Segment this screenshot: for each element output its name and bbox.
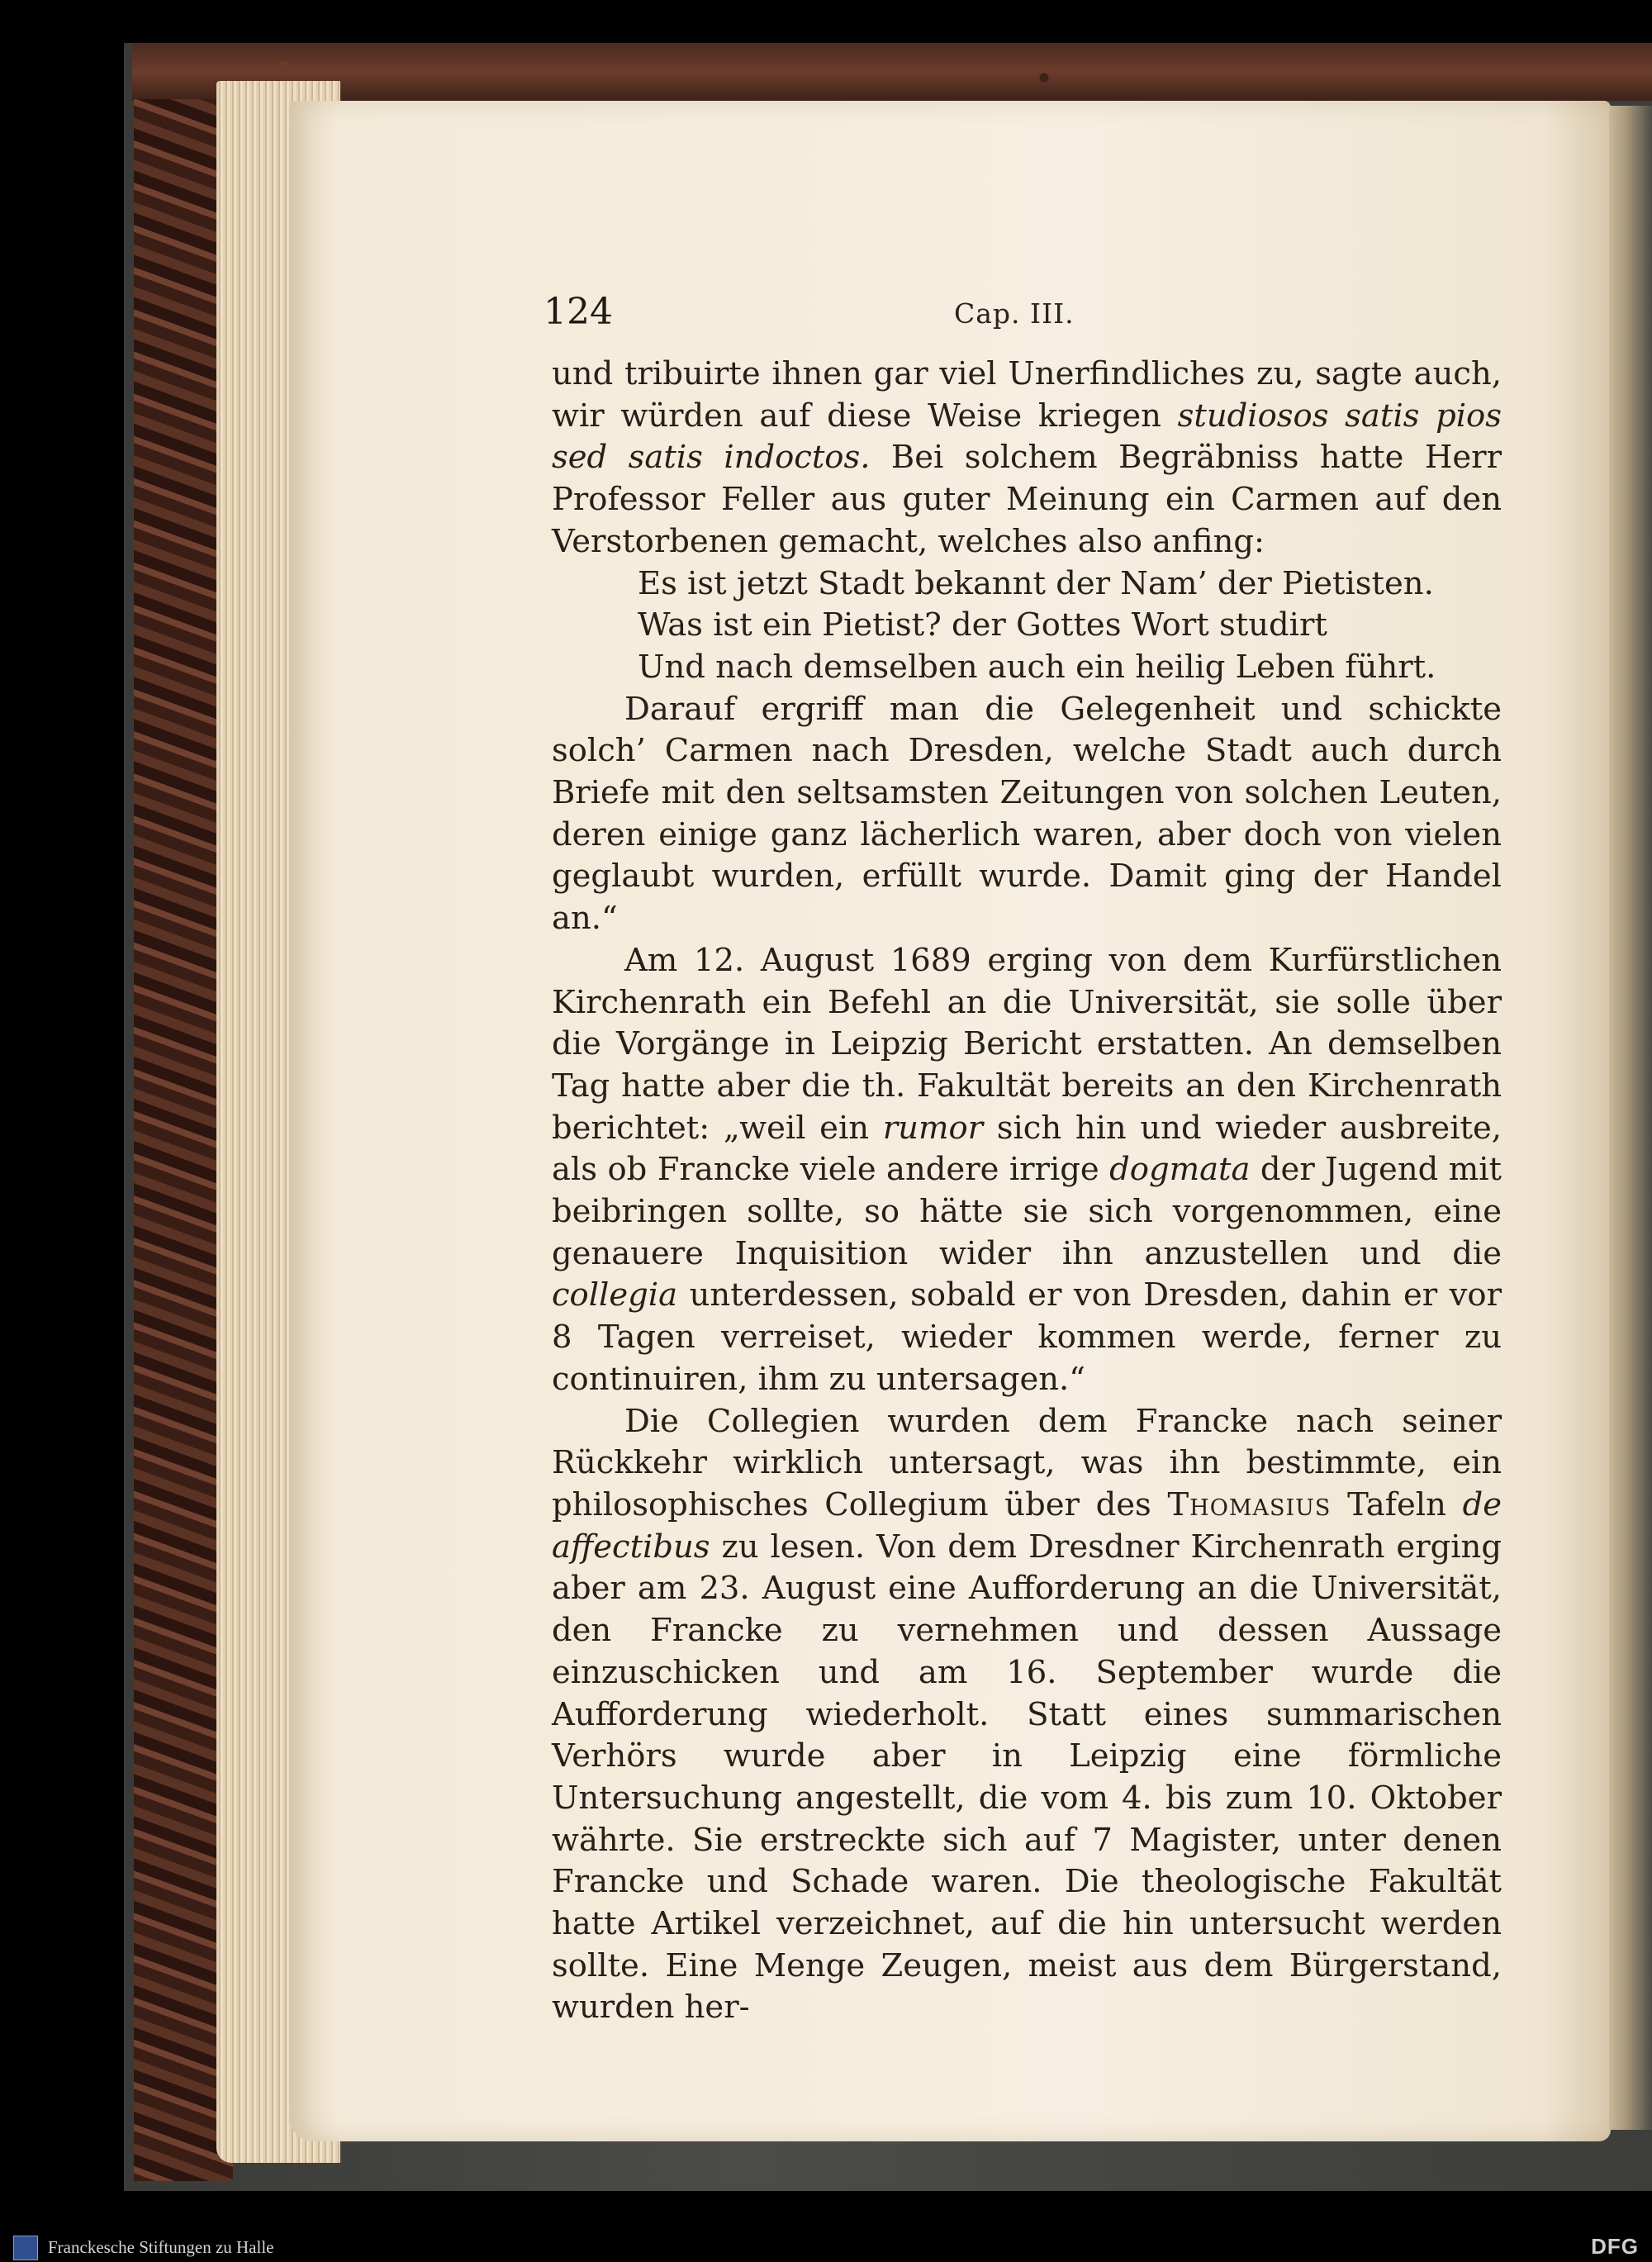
text-run: unterdessen, sobald er von Dresden, dahin er vor 8 Tagen verreiset, wieder kommen werde, ferner zu continuiren, ihm zu untersagen.“ <box>552 1276 1502 1398</box>
text-run: Die Collegien wurden dem Francke nach seiner Rückkehr wirklich untersagt, was ihn bestimmte, ein philosophisches Collegium über des <box>552 1402 1502 1523</box>
text-run: Darauf ergriff man die Gelegenheit und schickte solch’ Carmen nach Dresden, welche Stadt auch durch Briefe mit den seltsamsten Zeitungen von solchen Leuten, deren einige ganz lächerlich waren, aber doch von vielen geglaubt wurden, erfüllt wurde. Damit ging der Handel an.“ <box>552 690 1502 938</box>
text-run: und tribuirte ihnen gar viel Unerfindliches zu, sagte auch, wir würden auf diese Weise kriegen <box>552 355 1502 435</box>
dfg-logo: DFG <box>1591 2234 1639 2259</box>
footer-bar <box>0 2231 1652 2262</box>
running-head: Cap. III. <box>954 297 1075 330</box>
italic-run: dogmata <box>1109 1151 1251 1189</box>
book-cover-top <box>132 43 1652 101</box>
italic-run: rumor <box>882 1109 984 1147</box>
page-right-edge <box>1609 106 1652 2130</box>
page-header <box>544 291 1493 340</box>
verse-line: Und nach demselben auch ein heilig Leben führt. <box>638 648 1436 686</box>
institution-name: Franckesche Stiftungen zu Halle <box>48 2237 274 2257</box>
verse-block <box>552 563 1502 689</box>
text-run: sich hin und wieder ausbreite, als ob Francke viele andere irrige <box>552 1109 1502 1189</box>
paragraph-4 <box>552 1401 1502 2030</box>
verse-line: Was ist ein Pietist? der Gottes Wort studirt <box>638 606 1327 644</box>
paragraph-1 <box>552 354 1502 563</box>
text-run: der Jugend mit beibringen sollte, so hätte sie sich vorgenommen, eine genauere Inquisition wider ihn anzustellen und die <box>552 1151 1502 1272</box>
paragraph-3 <box>552 940 1502 1401</box>
text-run: Am 12. August 1689 erging von dem Kurfürstlichen Kirchenrath ein Befehl an die Universität, sie solle über die Vorgänge in Leipzig Bericht erstatten. An demselben Tag hatte aber die th. Fakultät bereits an den Kirchenrath berichtet: „weil ein <box>552 941 1502 1147</box>
verse-line: Es ist jetzt Stadt bekannt der Nam’ der Pietisten. <box>638 564 1434 602</box>
text-run: zu lesen. Von dem Dresdner Kirchenrath erging aber am 23. August eine Aufforderung an die Universität, den Francke zu vernehmen und dessen Aussage einzuschicken und am 16. September wurde die Aufforderung wiederholt. Statt eines summarischen Verhörs wurde aber in Leipzig eine förmliche Untersuchung angestellt, die vom 4. bis zum 10. Oktober währte. Sie erstreckte sich auf 7 Magister, unter denen Francke und Schade waren. Die theologische Fakultät hatte Artikel verzeichnet, auf die hin untersucht werden sollte. Eine Menge Zeugen, meist aus dem Bürgerstand, wurden her- <box>552 1528 1502 2027</box>
italic-run: studiosos satis pios sed satis indoctos. <box>552 397 1502 477</box>
smallcaps-run: Thomasius <box>1167 1485 1332 1523</box>
italic-run: de affectibus <box>552 1485 1502 1566</box>
text-run: Tafeln <box>1331 1485 1463 1523</box>
text-run: Bei solchem Begräbniss hatte Herr Professor Feller aus guter Meinung ein Carmen auf den Verstorbenen gemacht, welches also anfing: <box>552 439 1502 560</box>
italic-run: collegia <box>552 1276 678 1314</box>
paragraph-2 <box>552 689 1502 940</box>
page-number: 124 <box>544 291 613 333</box>
body-text <box>552 354 1502 2029</box>
institution-logo-icon <box>13 2236 38 2260</box>
